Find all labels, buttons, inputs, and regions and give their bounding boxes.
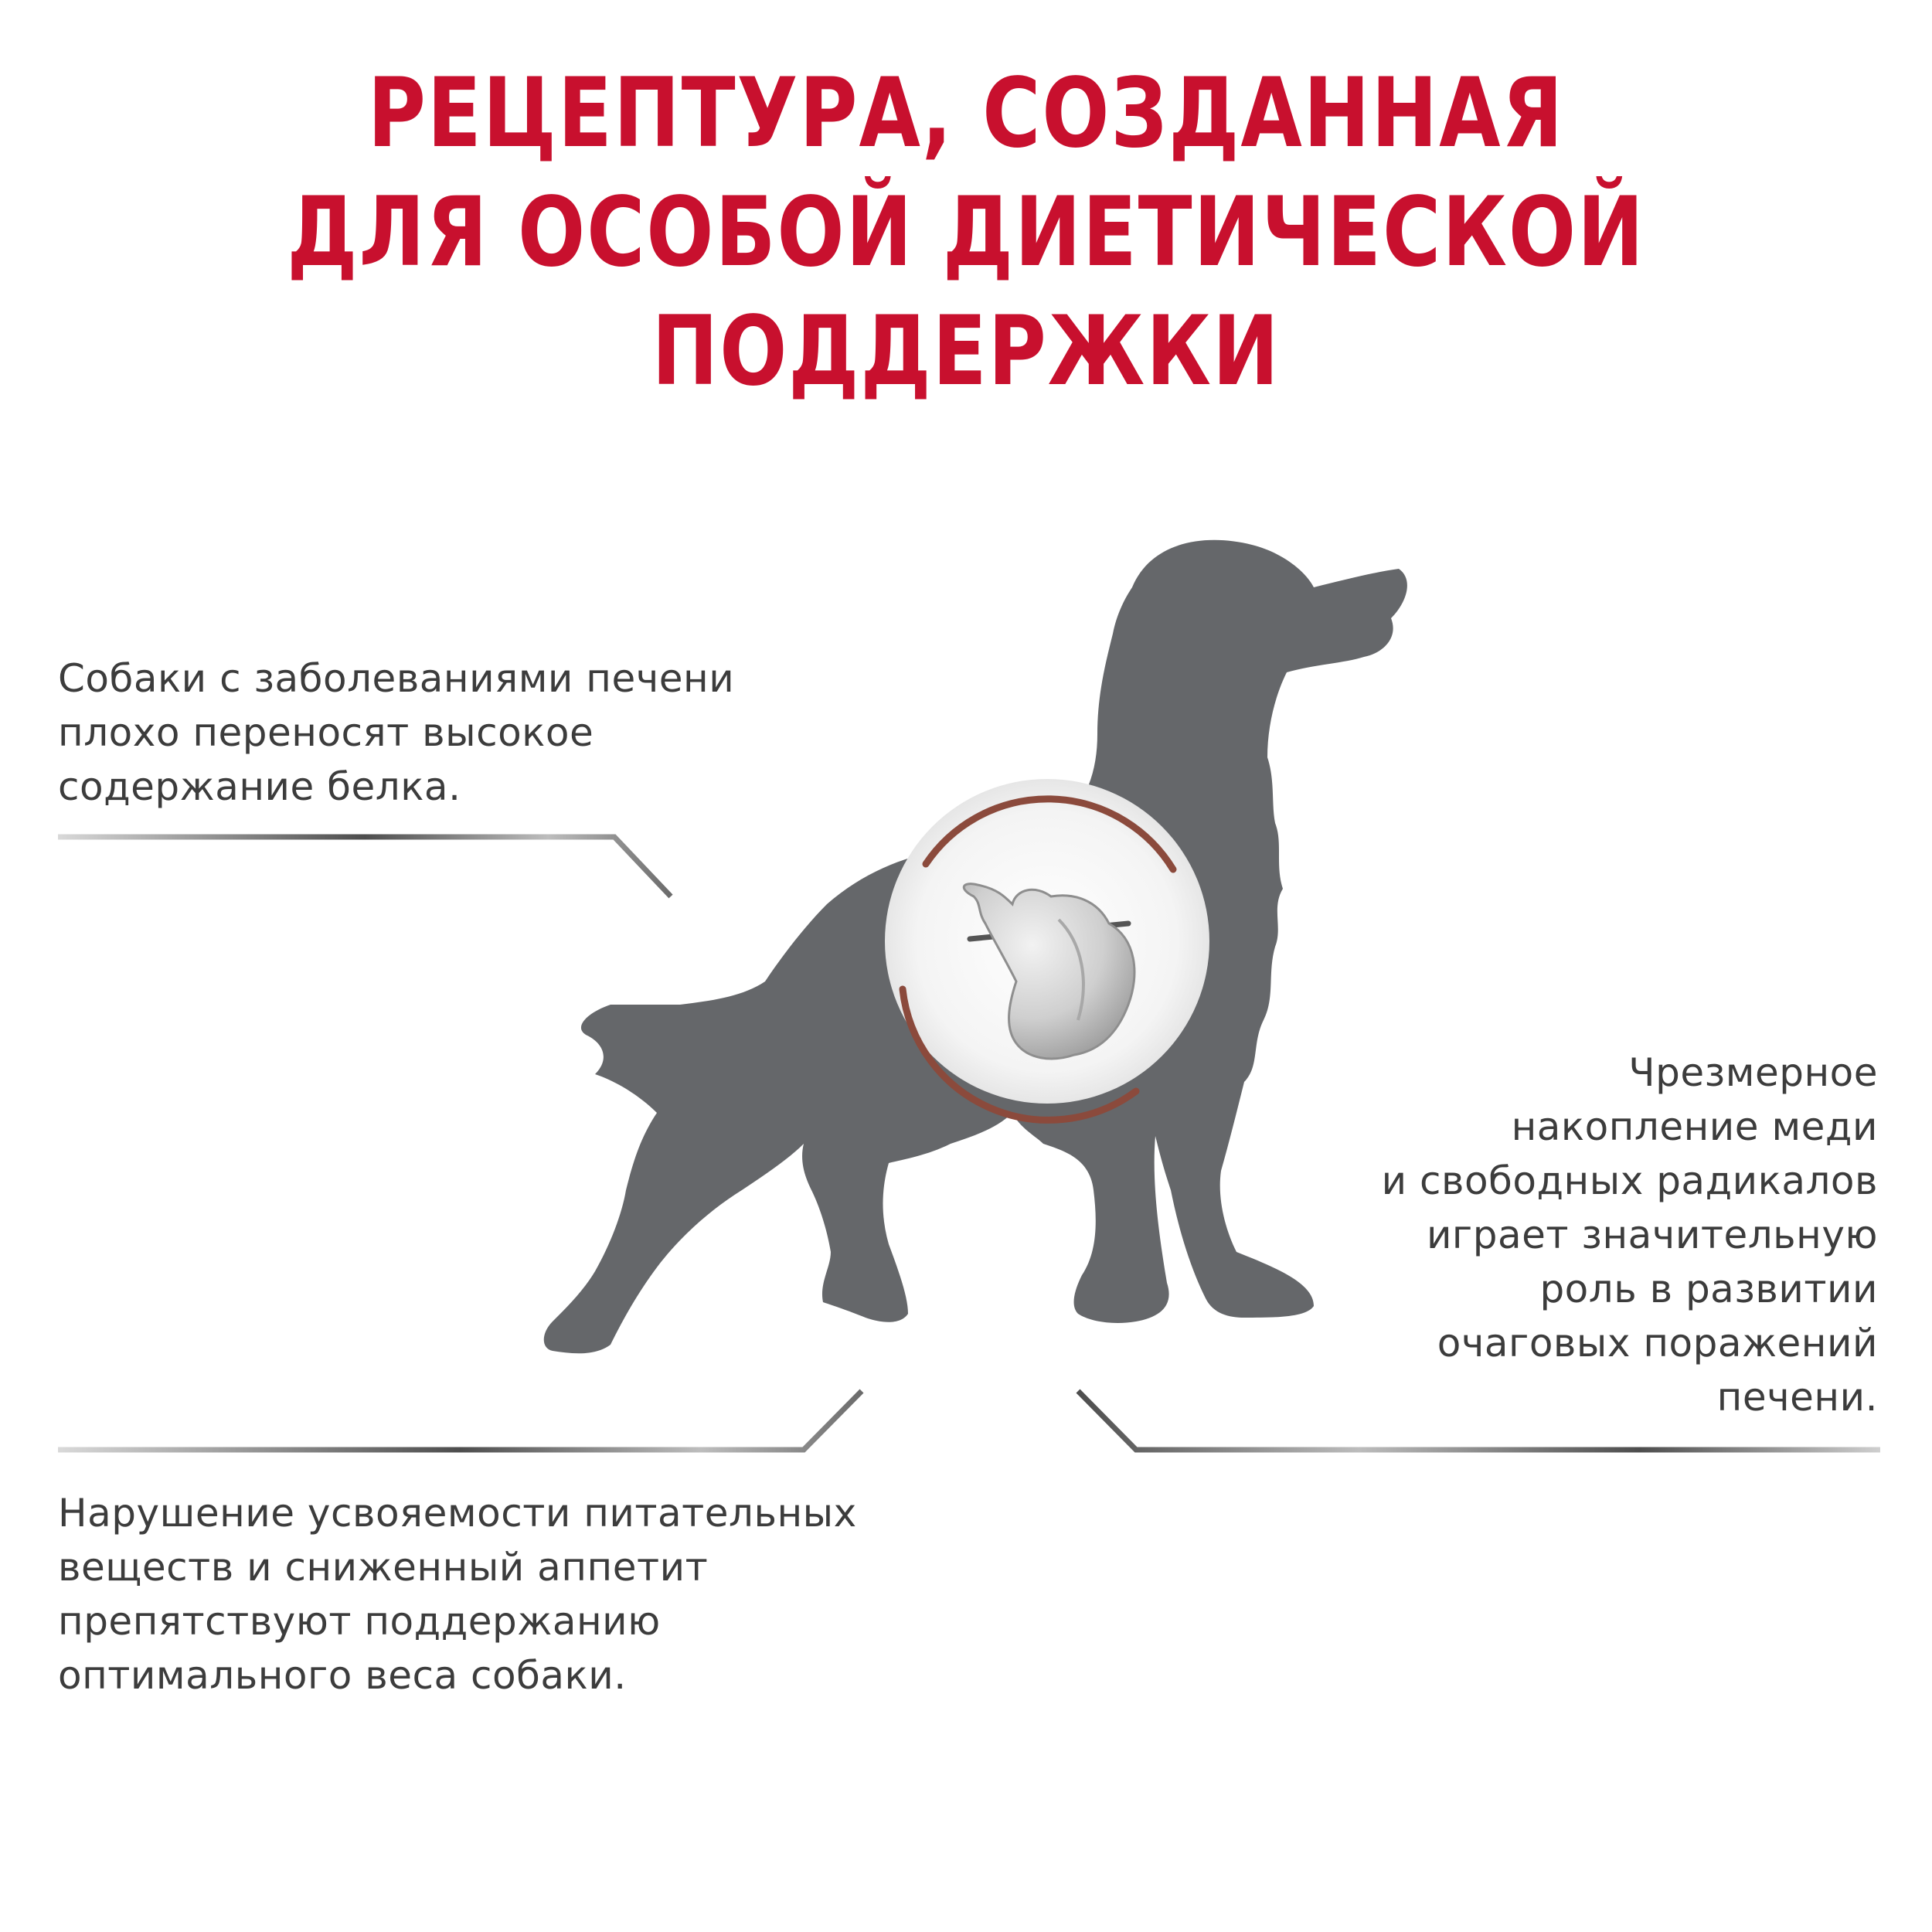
callout-copper-line-6: очаговых поражений (1437, 1321, 1878, 1366)
callout-copper-line-4: играет значительную (1426, 1213, 1878, 1257)
connector-line-protein (58, 837, 671, 896)
callout-appetite (58, 1486, 857, 1702)
callout-protein-line-1: Собаки с заболеваниями печени (58, 656, 735, 701)
callout-copper-line-3: и свободных радикалов (1381, 1158, 1878, 1203)
headline-line-3: ПОДДЕРЖКИ (651, 296, 1281, 407)
headline-line-2: ДЛЯ ОСОБОЙ ДИЕТИЧЕСКОЙ (287, 177, 1645, 288)
callout-appetite-line-1: Нарушение усвояемости питательных (58, 1491, 857, 1536)
callout-copper (1382, 1046, 1878, 1424)
callout-copper-line-7: печени. (1716, 1375, 1878, 1420)
headline-line-1: РЕЦЕПТУРА, СОЗДАННАЯ (367, 58, 1565, 169)
callout-appetite-line-3: препятствуют поддержанию (58, 1599, 661, 1644)
connector-line-appetite (58, 1391, 862, 1450)
callout-protein (58, 651, 734, 814)
callout-copper-line-2: накопление меди (1511, 1104, 1878, 1149)
callout-appetite-line-4: оптимального веса собаки. (58, 1653, 627, 1698)
callout-appetite-line-2: веществ и сниженный аппетит (58, 1545, 709, 1590)
callout-copper-line-1: Чрезмерное (1628, 1050, 1878, 1095)
callout-protein-line-2: плохо переносят высокое (58, 710, 594, 755)
callout-protein-line-3: содержание белка. (58, 764, 461, 809)
callout-copper-line-5: роль в развитии (1539, 1267, 1878, 1311)
